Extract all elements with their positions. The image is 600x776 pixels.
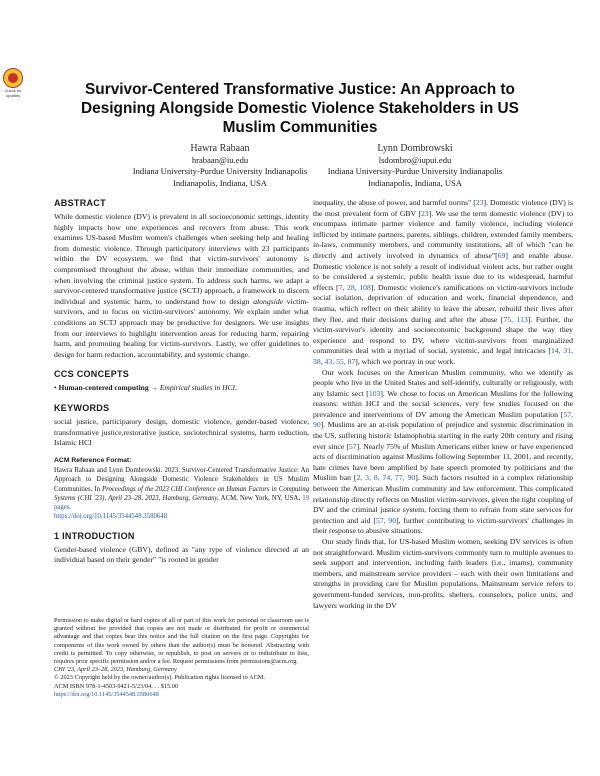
introduction-body: Gender-based violence (GBV), defined as "any type of violence directed at an individual based on their gender" "is rooted in gender — [54, 544, 309, 565]
author-name: Hawra Rabaan — [190, 143, 250, 154]
right-column — [313, 198, 573, 611]
abstract-body: While domestic violence (DV) is prevalent in all socioeconomic settings, identity highly impacts how one experiences and recovers from abuse. This work examines US-based Muslim women's challenges when seeking help and healing from domestic violence. Through participatory interviews with 23 participants within the DV ecosystem, we find that victim-survivors' autonomy is compromised throughout the abuse, within their immediate communities, and when involving the criminal justice system. To address such harms, we adapt a survivor-centered transformative justice (SCTJ) approach, a framework to discern individual and systemic harm, to understand how to design alongside victim-survivors, and to focus on victim-survivors' autonomy. We explain under what conditions an SCTJ approach may be productive for designers. We use insights from our interviews to highlight intervention areas for reducing harm, repairing harm, and promoting healing for victim-survivors. Lastly, we offer guidelines to design for harm reduction, accountability, and systemic change. — [54, 212, 309, 359]
acm-reference-heading: ACM Reference Format: — [54, 456, 132, 464]
author-affiliation: Indiana University-Purdue University Indianapolis — [132, 166, 308, 176]
author-block-2 — [300, 143, 530, 189]
ccs-concept-item: • Human-centered computing → Empirical studies in HCI. — [54, 383, 237, 393]
badge-label: Check for updates — [4, 88, 22, 98]
ccs-heading: CCS CONCEPTS — [54, 369, 130, 380]
permission-doi-link[interactable]: https://doi.org/10.1145/3544548.3580648 — [54, 690, 159, 698]
author-email[interactable]: lsdombro@iupui.edu — [378, 154, 452, 165]
abstract-heading: ABSTRACT — [54, 198, 106, 208]
author-name: Lynn Dombrowski — [377, 143, 453, 154]
body-paragraph: Our study finds that, for US-based Muslim women, seeking DV services is often not straightforward. Muslim victim-survivors commonly turn to multiple avenues to seek support and intervention, including faith leaders (i.e., imams), community members, and mainstream service providers – each with their own limitations and strengths in providing care for Muslim populations. Mainstream service refers to government-funded services, non-profits, shelters, counselors, police units, and lawyers working in the DV — [313, 537, 573, 610]
conference-line: CHI '23, April 23–28, 2023, Hamburg, Germany — [54, 666, 177, 674]
keywords-heading: KEYWORDS — [54, 402, 110, 413]
acm-reference-body: Hawra Rabaan and Lynn Dombrowski. 2023. Survivor-Centered Transformative Justice: An Approach to Designing Alongside Domestic Violence Stakeholders in US Muslim Communities. In Proceedings of the 2023 CHI Conference on Human Factors in Computing Systems (CHI '23), April 23–28, 2023, Hamburg, Germany. ACM, New York, NY, USA, 19 pages. https://doi.org/10.1145/3544548.3580648 — [54, 467, 309, 521]
update-badge-icon — [3, 68, 23, 88]
copyright-line: © 2023 Copyright held by the owner/author(s). Publication rights licensed to ACM. — [54, 674, 265, 682]
introduction-heading: 1 INTRODUCTION — [54, 530, 135, 541]
author-location: Indianapolis, Indiana, USA — [367, 177, 463, 188]
keywords-body: social justice, participatory design, domestic violence, gender-based violence, transformative justice,restorative justice, sociotechnical systems, harm reduction, Islamic HCI — [54, 416, 309, 448]
paper-title: Survivor-Centered Transformative Justice: An Approach to Designing Alongside Domestic Violence Stakeholders in US Muslim Communities — [81, 81, 519, 136]
left-column — [54, 197, 309, 566]
pages-link[interactable]: 19 pages. — [54, 494, 309, 512]
author-email[interactable]: hrabaan@iu.edu — [191, 154, 249, 165]
check-for-updates-badge[interactable] — [2, 68, 24, 98]
author-affiliation: Indiana University-Purdue University Indianapolis — [327, 166, 503, 176]
body-paragraph: inequality, the abuse of power, and harmful norms" [23]. Domestic violence (DV) is the most prevalent form of GBV [23]. We use the term domestic violence (DV) to encompass intimate partner violence and family violence, including violence inflicted by intimate partners, parents, siblings, children, extended family members, in-laws, community members, and community institutions, all of which "can be directly and actively involved in dynamics of abuse"[69] and enable abuse. Domestic violence is not solely a result of individual violent acts, but rather ought to be considered a systemic, public health issue due to its widespread, harmful effects [7, 28, 108]. Domestic violence's ramifications on victim-survivors include social isolation, deprivation of education and work, financial dependence, and trauma, which reflect on their ability to leave the abuser, rebuild their lives after they flee, and their decisions during and after the abuse [75, 113]. Further, the victim-survivor's identity and socioeconomic background shape the way they experience and respond to DV, where victim-survivors from marginalized communities deal with a myriad of social, systemic, and legal intricacies [14, 31, 38, 43, 55, 87], which we portray in our work. — [313, 198, 574, 366]
doi-link[interactable]: https://doi.org/10.1145/3544548.3580648 — [54, 513, 168, 521]
isbn-line: ACM ISBN 978-1-4503-9421-5/23/04. . . $15.00 — [54, 682, 179, 690]
author-location: Indianapolis, Indiana, USA — [172, 177, 268, 188]
body-paragraph: Our work focuses on the American Muslim community, who we identify as people who live in the United States and self-identify, culturally or religiously, with any Islamic sect [103]. We chose to focus on American Muslims for the following reasons: within HCI and the social sciences, very few studies focused on the prevalence and interventions of DV among the American Muslim population [57, 90]. Muslims are an at-risk population of prejudice and systemic discrimination in the US, suffering historic Islamophobia starting in the early 20th century and rising ever since [57]. Nearly 75% of Muslim Americans either knew or have experienced acts of discrimination against Muslims following September 11, 2001, and recently, hate crimes have been amplified by hate speech promoted by politicians and the Muslim ban [2, 3, 8, 74, 77, 90]. Such factors resulted in a complex relationship between the American Muslim community and law enforcement. This complicated relationship directly reflects on Muslim victim-survivors, given the tight coupling of DV and the criminal justice system, forcing them to refrain from state services for protection and aid [57, 90], further contributing to victim-survivors' challenges in their response to abusive situations. — [313, 367, 573, 536]
permission-notice — [54, 617, 309, 699]
permission-body: Permission to make digital or hard copies of all or part of this work for personal or classroom use is granted without fee provided that copies are not made or distributed for profit or commercial advantage and that copies bear this notice and the full citation on the first page. Copyrights for components of this work owned by others than the author(s) must be honored. Abstracting with credit is permitted. To copy otherwise, or republish, to post on servers or to redistribute to lists, requires prior specific permission and/or a fee. Request permissions from permissions@acm.org. — [54, 617, 309, 666]
